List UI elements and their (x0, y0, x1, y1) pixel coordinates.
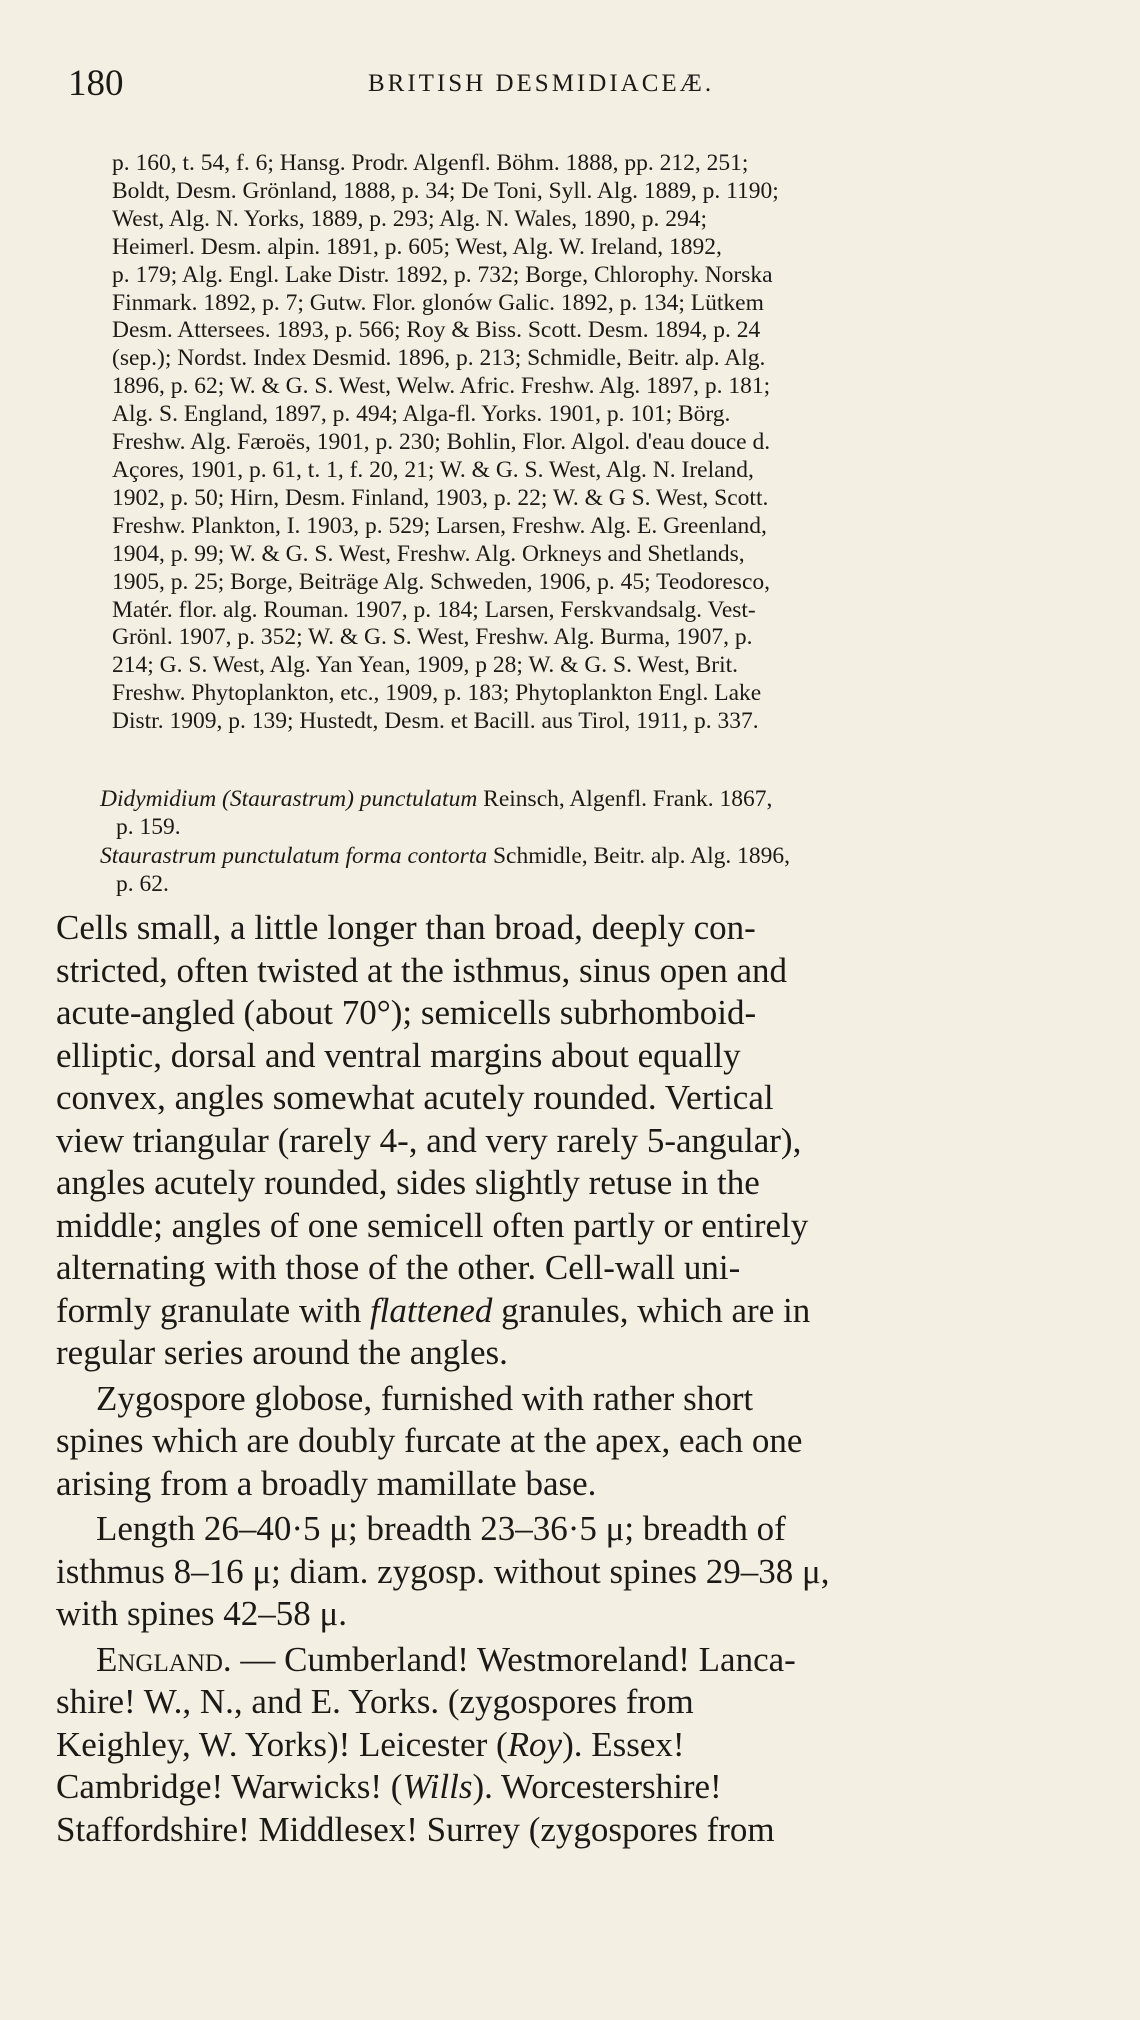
synonym-citation: Reinsch, Algenfl. Frank. 1867, (477, 786, 773, 812)
description-line: convex, angles somewhat acutely rounded. Vertical (56, 1078, 774, 1117)
synonym-citation-cont: p. 62. (116, 870, 169, 897)
reference-line: 214; G. S. West, Alg. Yan Yean, 1909, p 28; W. & G. S. West, Brit. (112, 652, 739, 679)
reference-line: Matér. flor. alg. Rouman. 1907, p. 184; Larsen, Ferskvandsalg. Vest- (112, 596, 756, 623)
reference-line: Distr. 1909, p. 139; Hustedt, Desm. et Bacill. aus Tirol, 1911, p. 337. (112, 708, 759, 735)
description-line: angles acutely rounded, sides slightly retuse in the (56, 1163, 760, 1202)
zygospore-line: Zygospore globose, furnished with rather short (96, 1378, 754, 1418)
description-line: regular series around the angles. (56, 1333, 508, 1372)
synonym-name: Staurastrum punctulatum forma contorta (100, 843, 488, 869)
running-title: BRITISH DESMIDIACEÆ. (368, 70, 715, 97)
reference-line: 1905, p. 25; Borge, Beiträge Alg. Schweden, 1906, p. 45; Teodoresco, (112, 568, 770, 595)
collector-name: Wills (402, 1767, 473, 1806)
synonym-entry (100, 843, 1092, 899)
page-header (68, 62, 1078, 112)
reference-line: Freshw. Alg. Færoës, 1901, p. 230; Bohlin, Flor. Algol. d'eau douce d. (112, 429, 771, 456)
reference-line: Freshw. Plankton, I. 1903, p. 529; Larsen, Freshw. Alg. E. Greenland, (112, 512, 767, 539)
reference-line: West, Alg. N. Yorks, 1889, p. 293; Alg. N. Wales, 1890, p. 294; (112, 205, 708, 232)
collector-name: Roy (507, 1724, 563, 1764)
description-line: elliptic, dorsal and ventral margins about equally (56, 1035, 741, 1075)
distribution-line: Staffordshire! Middlesex! Surrey (zygospores from (56, 1809, 775, 1849)
distribution-region: England. (96, 1639, 232, 1679)
page-number: 180 (68, 63, 124, 104)
species-description (56, 907, 1086, 1851)
reference-line: Boldt, Desm. Grönland, 1888, p. 34; De Toni, Syll. Alg. 1889, p. 1190; (112, 177, 779, 204)
synonym-citation: Schmidle, Beitr. alp. Alg. 1896, (487, 843, 790, 869)
measurements-line: Length 26–40·5 μ; breadth 23–36·5 μ; breadth of (96, 1509, 786, 1548)
distribution-text: — Cumberland! Westmoreland! Lanca- (231, 1639, 796, 1679)
distribution-text: Cambridge! Warwicks! ( (56, 1767, 403, 1806)
zygospore-line: arising from a broadly mamillate base. (56, 1463, 597, 1503)
reference-line: Grönl. 1907, p. 352; W. & G. S. West, Freshw. Alg. Burma, 1907, p. (112, 624, 753, 651)
description-line: alternating with those of the other. Cell-wall uni- (56, 1248, 741, 1287)
synonym-citation-cont: p. 159. (116, 813, 181, 840)
reference-line: 1896, p. 62; W. & G. S. West, Welw. Afric. Freshw. Alg. 1897, p. 181; (112, 373, 771, 400)
reference-line: Freshw. Phytoplankton, etc., 1909, p. 183; Phytoplankton Engl. Lake (112, 680, 762, 707)
reference-line: Finmark. 1892, p. 7; Gutw. Flor. glonów Galic. 1892, p. 134; Lütkem (112, 289, 764, 316)
reference-line: (sep.); Nordst. Index Desmid. 1896, p. 213; Schmidle, Beitr. alp. Alg. (112, 345, 766, 372)
measurements-line: with spines 42–58 μ. (56, 1594, 347, 1633)
distribution-line (56, 1724, 1086, 1767)
description-emphasis: flattened (369, 1290, 493, 1330)
description-line: acute-angled (about 70°); semicells subrhomboid- (56, 993, 757, 1032)
distribution-line (56, 1766, 1086, 1809)
reference-line: 1902, p. 50; Hirn, Desm. Finland, 1903, p. 22; W. & G S. West, Scott. (112, 484, 769, 511)
reference-list (112, 150, 1092, 736)
synonym-name: Didymidium (Staurastrum) punctulatum (100, 786, 478, 812)
description-text: granules, which are in (492, 1290, 811, 1330)
synonym-entry (100, 786, 1092, 842)
distribution-text: ). Worcestershire! (472, 1767, 722, 1806)
description-line (56, 1290, 1086, 1333)
distribution-line (56, 1639, 1086, 1682)
reference-line: p. 160, t. 54, f. 6; Hansg. Prodr. Algenfl. Böhm. 1888, pp. 212, 251; (112, 150, 749, 176)
distribution-line: shire! W., N., and E. Yorks. (zygospores from (56, 1682, 694, 1721)
zygospore-line: spines which are doubly furcate at the apex, each one (56, 1421, 803, 1460)
description-line: view triangular (rarely 4-, and very rarely 5-angular), (56, 1120, 802, 1160)
reference-line: Desm. Attersees. 1893, p. 566; Roy & Biss. Scott. Desm. 1894, p. 24 (112, 317, 761, 344)
reference-line: Açores, 1901, p. 61, t. 1, f. 20, 21; W. & G. S. West, Alg. N. Ireland, (112, 456, 754, 483)
description-text: formly granulate with (56, 1290, 370, 1330)
description-line: stricted, often twisted at the isthmus, sinus open and (56, 950, 788, 990)
distribution-text: ). Essex! (562, 1724, 685, 1764)
description-line: middle; angles of one semicell often partly or entirely (56, 1205, 809, 1245)
description-line: Cells small, a little longer than broad, deeply con- (56, 908, 756, 947)
reference-line: Heimerl. Desm. alpin. 1891, p. 605; West, Alg. W. Ireland, 1892, (112, 233, 722, 260)
reference-line: Alg. S. England, 1897, p. 494; Alga-fl. Yorks. 1901, p. 101; Börg. (112, 401, 731, 428)
distribution-text: Keighley, W. Yorks)! Leicester ( (56, 1724, 508, 1764)
measurements-line: isthmus 8–16 μ; diam. zygosp. without spines 29–38 μ, (56, 1551, 830, 1591)
reference-line: p. 179; Alg. Engl. Lake Distr. 1892, p. 732; Borge, Chlorophy. Norska (112, 261, 773, 288)
reference-line: 1904, p. 99; W. & G. S. West, Freshw. Alg. Orkneys and Shetlands, (112, 540, 745, 567)
